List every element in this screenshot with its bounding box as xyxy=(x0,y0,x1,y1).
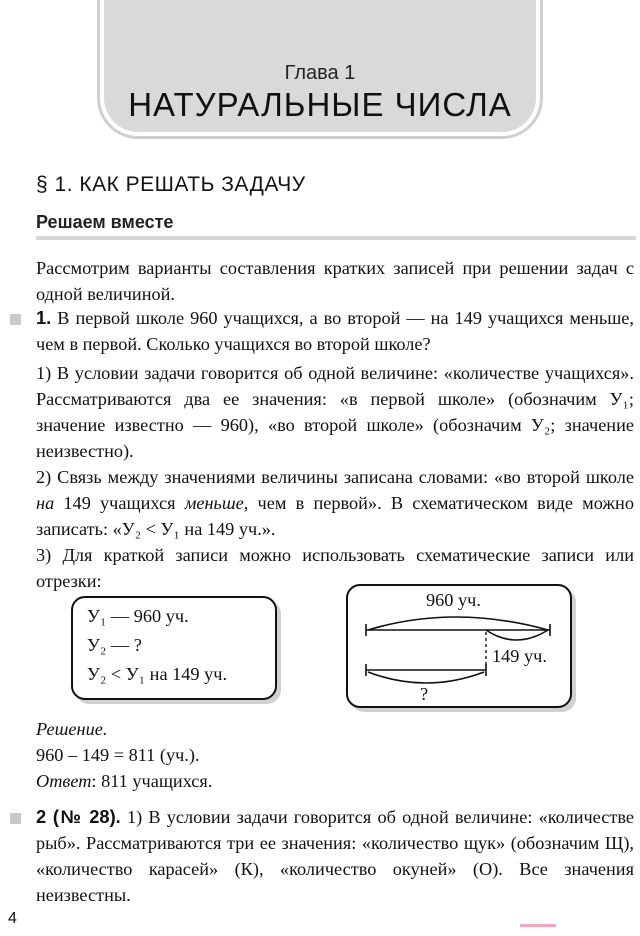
difference-label: 149 уч. xyxy=(492,646,547,666)
bottom-arc xyxy=(368,672,484,683)
problem-2-number: 2 (№ 28). xyxy=(36,806,121,827)
step-2-part-c: , чем в первой». В схематическом виде можно записать: «У₂ < У₁ на 149 уч.». xyxy=(36,493,634,539)
problem-1-step-2 xyxy=(36,464,634,542)
problem-marker xyxy=(10,813,21,824)
answer-label: Ответ xyxy=(36,771,92,791)
subheading: Решаем вместе xyxy=(36,212,174,232)
page-number: 4 xyxy=(8,910,17,927)
short-record-line: У₂ < У₁ на 149 уч. xyxy=(87,664,228,684)
difference-arc xyxy=(486,630,548,640)
intro-paragraph: Рассмотрим варианты составления кратких записей при решении задач с одной величиной. xyxy=(36,258,634,304)
pink-mark xyxy=(520,924,556,927)
solution-label: Решение. xyxy=(36,719,108,739)
unknown-label: ? xyxy=(420,684,429,704)
step-2-emph-less: меньше xyxy=(184,493,244,513)
section-title: § 1. КАК РЕШАТЬ ЗАДАЧУ xyxy=(36,173,306,196)
problem-marker xyxy=(10,314,21,325)
step-2-part-b: 149 учащихся xyxy=(54,493,185,513)
solution-expression: 960 – 149 = 811 (уч.). xyxy=(36,745,200,765)
short-record-line: У₂ — ? xyxy=(87,635,142,655)
problem-1-text: В первой школе 960 учащихся, а во второй — на 149 учащихся меньше, чем в первой. Сколько учащихся во второй школе? xyxy=(36,308,634,354)
top-arc xyxy=(368,617,548,630)
problem-1-statement xyxy=(36,305,634,357)
problem-1-step-3: 3) Для краткой записи можно использовать схематические записи или отрезки: xyxy=(36,545,634,591)
chapter-title: НАТУРАЛЬНЫЕ ЧИСЛА xyxy=(128,86,512,123)
problem-1-number: 1. xyxy=(36,307,52,328)
segment-diagram xyxy=(346,584,572,708)
step-2-emph-on: на xyxy=(36,493,55,513)
chapter-label: Глава 1 xyxy=(284,62,356,84)
answer-line xyxy=(36,768,634,794)
chapter-header xyxy=(104,0,536,132)
problem-2-paragraph xyxy=(36,804,634,908)
answer-value: : 811 учащихся. xyxy=(91,771,213,791)
problem-1-step-1: 1) В условии задачи говорится об одной величине: «количестве учащихся». Рассматриваются два ее значения: «в первой школе» (обозначим У₁; значение известно — 960), «во второй школе» (обозначим У₂; значение неизвестно). xyxy=(36,363,634,461)
subheading-rule xyxy=(36,236,636,240)
short-record-box xyxy=(71,596,277,700)
problem-2-text: 1) В условии задачи говорится об одной величине: «количестве рыб». Рассматриваются три ее значения: «количество щук» (обозначим Щ), «количество карасей» (К), «количество окуней» (О). Все значения неизвестны. xyxy=(36,807,634,905)
step-2-part-a: 2) Связь между значениями величины записана словами: «во второй школе xyxy=(36,467,634,487)
top-segment-label: 960 уч. xyxy=(426,590,481,610)
short-record-line: У₁ — 960 уч. xyxy=(87,606,189,626)
